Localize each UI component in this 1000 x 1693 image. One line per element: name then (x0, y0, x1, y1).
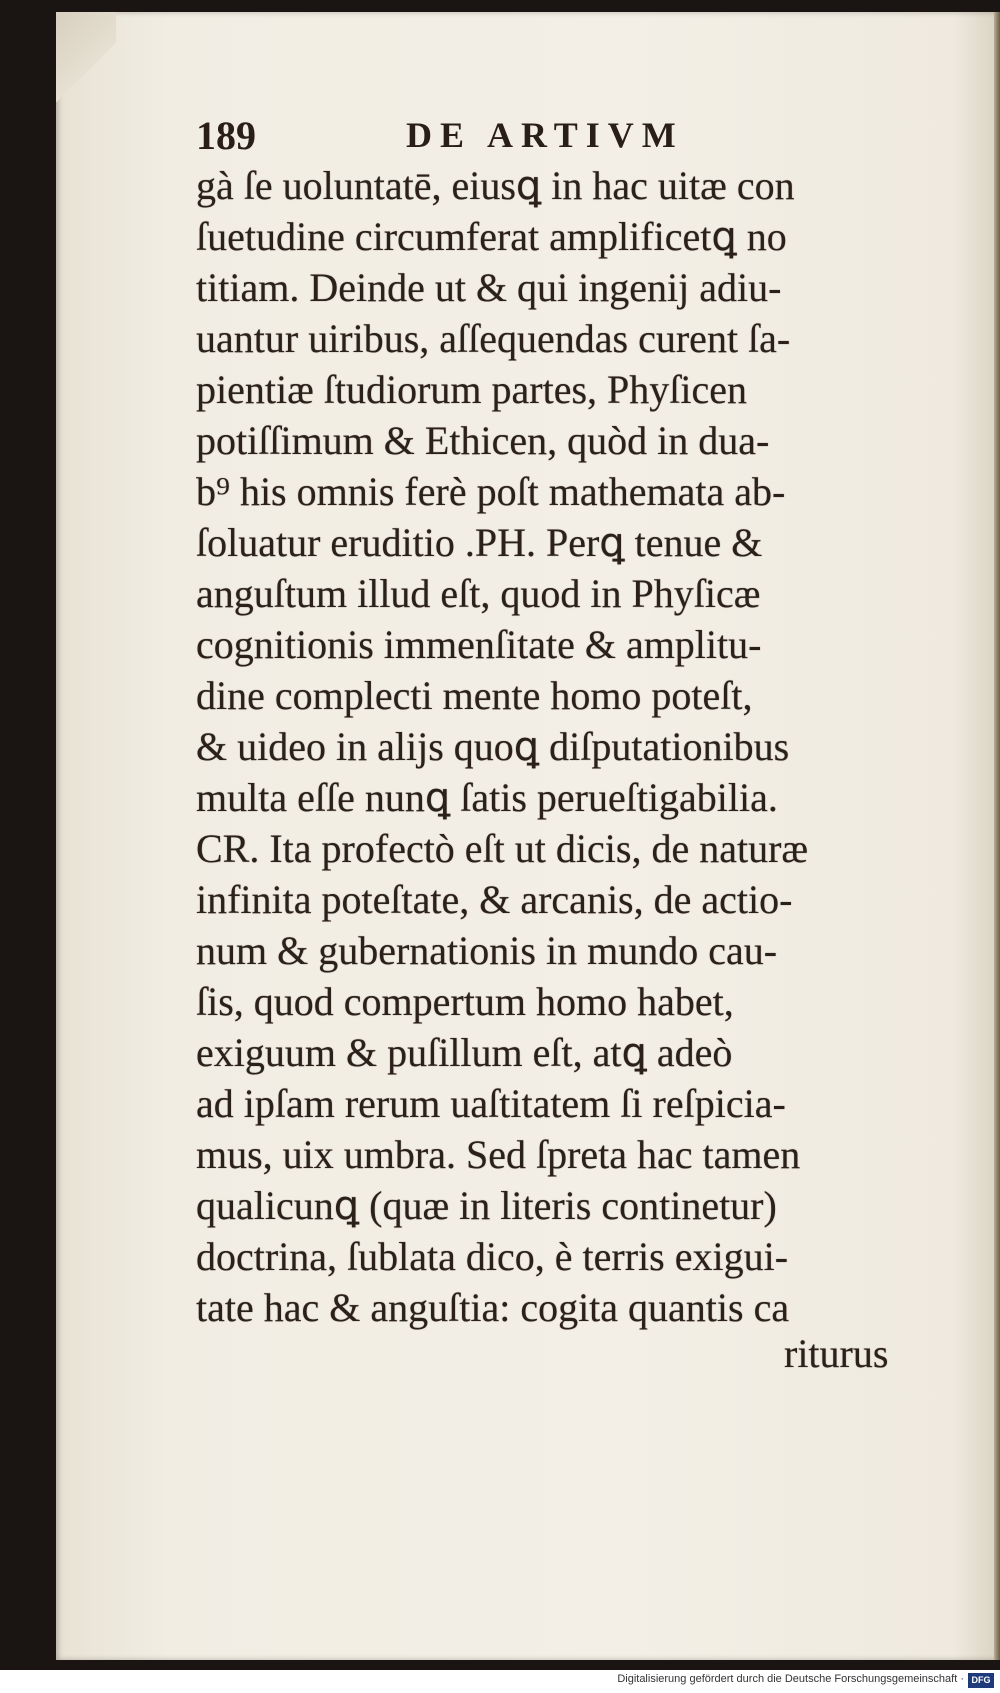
digitization-credit: Digitalisierung gefördert durch die Deutsche Forschungsgemeinschaft · (617, 1673, 964, 1685)
running-title: DE ARTIVM (406, 115, 684, 155)
text-line: pientiæ ſtudiorum partes, Phyſicen (196, 367, 748, 412)
text-line: exiguum & puſillum eſt, atꝗ adeò (196, 1030, 733, 1075)
text-line: ſuetudine circumferat amplificetꝗ no (196, 214, 787, 259)
footer (0, 1670, 1000, 1693)
page-number: 189 (196, 113, 256, 158)
text-line: multa eſſe nunꝗ ſatis perueſtigabilia. (196, 775, 778, 820)
text-line: anguſtum illud eſt, quod in Phyſicæ (196, 571, 761, 616)
body-text (196, 160, 956, 1333)
text-line: ſis, quod compertum homo habet, (196, 979, 734, 1024)
catchword: riturus (784, 1331, 889, 1376)
text-line: gà ſe uoluntatē, eiusꝗ in hac uitæ con (196, 163, 795, 208)
dfg-logo: DFG (968, 1673, 994, 1688)
text-line: num & gubernationis in mundo cau- (196, 928, 778, 973)
text-line: dine complecti mente homo poteſt, (196, 673, 753, 718)
text-line: potiſſimum & Ethicen, quòd in dua- (196, 418, 770, 463)
page-edge (994, 12, 1000, 1660)
text-line: b⁹ his omnis ferè poſt mathemata ab- (196, 469, 786, 514)
text-line: doctrina, ſublata dico, è terris exigui- (196, 1234, 789, 1279)
text-line: ad ipſam rerum uaſtitatem ſi reſpicia- (196, 1081, 786, 1126)
text-line: CR. Ita profectò eſt ut dicis, de naturæ (196, 826, 809, 871)
text-line: titiam. Deinde ut & qui ingenij adiu- (196, 265, 782, 310)
text-line: mus, uix umbra. Sed ſpreta hac tamen (196, 1132, 801, 1177)
text-line: ſoluatur eruditio .PH. Perꝗ tenue & (196, 520, 763, 565)
text-line: qualicunꝗ (quæ in literis continetur) (196, 1183, 777, 1228)
text-line: tate hac & anguſtia: cogita quantis ca (196, 1285, 790, 1330)
text-line: uantur uiribus, aſſequendas curent ſa- (196, 316, 791, 361)
text-line: infinita poteſtate, & arcanis, de actio- (196, 877, 793, 922)
text-line: & uideo in alijs quoꝗ diſputationibus (196, 724, 790, 769)
text-line: cognitionis immenſitate & amplitu- (196, 622, 762, 667)
page-corner (56, 12, 116, 102)
page-header (196, 112, 776, 162)
